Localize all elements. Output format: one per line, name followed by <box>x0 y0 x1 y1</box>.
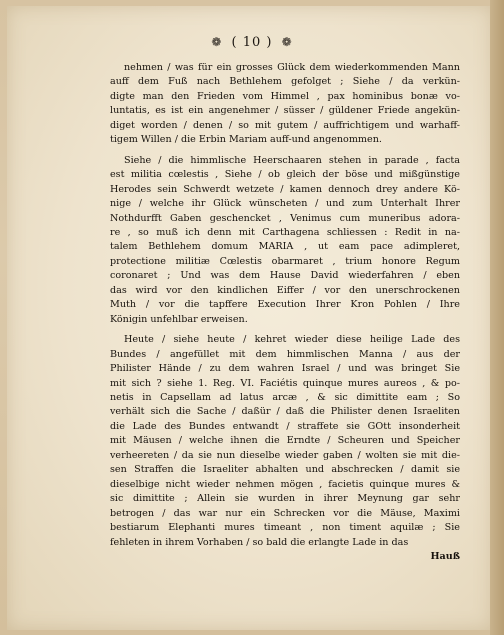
text-line: Heute / siehe heute / kehret wieder diese heilige Lade des <box>124 334 460 346</box>
text-line: Siehe / die himmlische Heerschaaren stehen in parade , facta <box>124 154 460 166</box>
paragraph <box>110 61 460 148</box>
text-line: sic dimittite ; Allein sie wurden in ihrer Meynung gar sehr <box>110 493 460 505</box>
paragraph <box>110 333 460 550</box>
text-line: die Lade des Bundes entwandt / straffete sie GOtt insonderheit <box>110 420 460 432</box>
text-line: dieselbige nicht wieder nehmen mögen , facietis quinque mures & <box>110 478 460 490</box>
page-edge <box>490 0 504 635</box>
text-line: protectione militiæ Cœlestis obarmaret , trium honore Regum <box>110 255 460 267</box>
text-line: bestiarum Elephanti mures timeant , non timent aquilæ ; Sie <box>110 522 460 534</box>
text-line: talem Bethlehem domum MARIA , ut eam pace adimpleret, <box>110 241 460 253</box>
text-line: Bundes / angefüllet mit dem himmlischen Manna / aus der <box>110 348 460 360</box>
text-line: netis in Capsellam ad latus arcæ , & sic dimittite eam ; So <box>110 391 460 403</box>
text-line: mit Mäusen / welche ihnen die Erndte / Scheuren und Speicher <box>110 435 460 447</box>
ornament-right-icon: ❁ <box>281 35 293 49</box>
body-text <box>110 61 460 564</box>
text-line: digte man den Frieden vom Himmel , pax hominibus bonæ vo- <box>110 90 460 102</box>
text-line: Herodes sein Schwerdt wetzete / kamen dennoch drey andere Kö- <box>110 183 460 195</box>
text-line: verheereten / da sie nun dieselbe wieder gaben / wolten sie mit die- <box>110 449 460 461</box>
text-line: Nothdurfft Gaben geschencket , Venimus cum muneribus adora- <box>110 212 460 224</box>
text-line: das wird vor den kindlichen Eiffer / vor den unerschrockenen <box>110 284 460 296</box>
text-line: Philister Hände / zu dem wahren Israel / und was bringet Sie <box>110 363 460 375</box>
text-line: Königin unfehlbar erweisen. <box>110 313 248 325</box>
page-number: ( 10 ) <box>231 35 273 50</box>
text-line: re , so muß ich denn mit Carthagena schliessen : Redit in na- <box>110 226 460 238</box>
text-line: est militia cœlestis , Siehe / ob gleich der böse und mißgünstige <box>110 169 460 181</box>
text-line: nige / welche ihr Glück wünscheten / und zum Unterhalt Ihrer <box>110 198 460 210</box>
text-line: verhält sich die Sache / daßür / daß die Philister denen Israeliten <box>110 406 460 418</box>
text-line: coronaret ; Und was dem Hause David wiederfahren / eben <box>110 270 460 282</box>
text-line: betrogen / das war nur ein Schrecken vor die Mäuse, Maximi <box>110 507 460 519</box>
catchword: Hauß <box>430 550 460 562</box>
paragraph <box>110 154 460 327</box>
text-line: luntatis, es ist ein angenehmer / süsser / güldener Friede angekün- <box>110 105 460 117</box>
text-line: tigem Willen / die Erbin Mariam auff-und angenommen. <box>110 134 382 146</box>
text-line: Muth / vor die tapffere Execution Ihrer Kron Pohlen / Ihre <box>110 299 460 311</box>
text-line: nehmen / was für ein grosses Glück dem wiederkommenden Mann <box>124 62 460 73</box>
text-line: diget worden / denen / so mit gutem / auffrichtigem und warhaff- <box>110 119 460 131</box>
text-line: sen Straffen die Israeliter abhalten und abschrecken / damit sie <box>110 464 460 476</box>
text-line: fehleten in ihrem Vorhaben / so bald die erlangte Lade in das <box>110 536 409 548</box>
page-header <box>0 35 504 50</box>
ornament-left-icon: ❁ <box>211 35 223 49</box>
text-line: auff dem Fuß nach Bethlehem gefolget ; Siehe / da verkün- <box>110 76 460 88</box>
text-line: mit sich ? siehe 1. Reg. VI. Faciétis quinque mures aureos , & po- <box>110 377 460 389</box>
